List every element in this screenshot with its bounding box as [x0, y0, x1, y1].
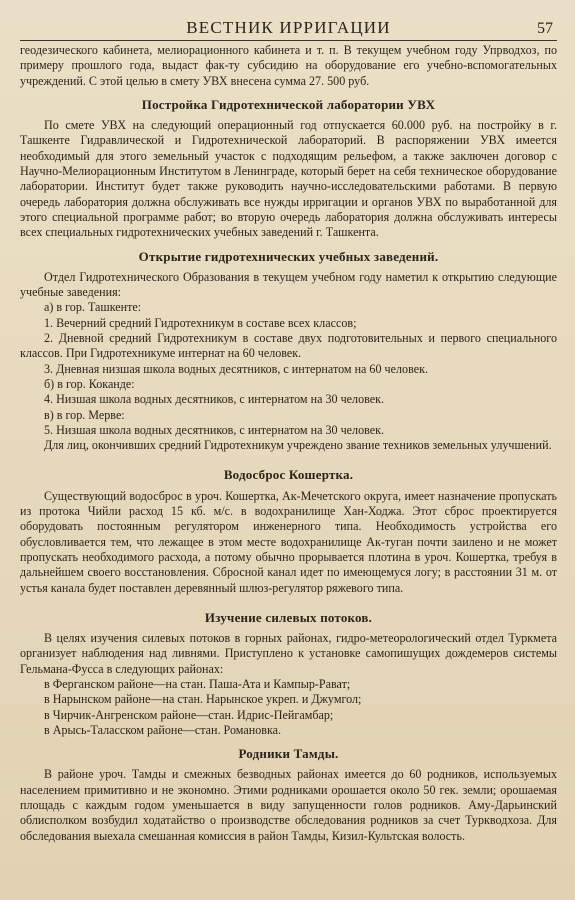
- schools-item-5: 5. Низшая школа водных десятников, с интернатом на 30 человек.: [44, 422, 385, 437]
- flows-item-1: в Ферганском районе—на стан. Паша-Ата и Кампыр-Рават;: [44, 676, 351, 691]
- lab-paragraph: По смете УВХ на следующий операционный год отпускается 60.000 руб. на постройку в г. Ташкенте Гидравлической и Гидротехнической лабораторий. В распоряжении УВХ имеется необходимый для этого земельный участок с подходящим рельефом, а также заключен договор с Научно-Мелиорационным Институтом в Ленинграде, который берет на себя техническое оборудование лаборатории. Институт будет также руководить научно-исследовательскими работами. В первую очередь лаборатория должна обслуживать все нужды ирригации и органов УВХ по выработанной для этого специальной программе работ; во вторую очередь лаборатория должна обслуживать интересы всех специальных гидротехнических учебных заведений г. Ташкента.: [20, 118, 557, 240]
- running-header: [20, 14, 557, 41]
- schools-item-2: 2. Дневной средний Гидротехникум в составе двух подготовительных и первого специального классов. При Гидротехникуме интернат на 60 человек.: [20, 331, 557, 361]
- page-number: 57: [537, 20, 553, 37]
- schools-item-4: 4. Низшая школа водных десятников, с интернатом на 30 человек.: [44, 392, 385, 407]
- heading-lab: Постройка Гидротехнической лаборатории УВХ: [141, 96, 436, 112]
- schools-outro: Для лиц, окончивших средний Гидротехникум учреждено звание техников земельных улучшений.: [44, 438, 552, 453]
- heading-spillway: Водосброс Кошертка.: [223, 467, 354, 483]
- schools-b: б) в гор. Коканде:: [44, 376, 135, 391]
- schools-item-3: 3. Дневная низшая школа водных десятников, с интернатом на 60 человек.: [44, 361, 428, 376]
- heading-schools: Открытие гидротехнических учебных заведений.: [138, 248, 439, 264]
- schools-intro: Отдел Гидротехнического Образования в текущем учебном году наметил к открытию следующие учебные заведения:: [20, 269, 557, 300]
- springs-paragraph: В районе уроч. Тамды и смежных безводных районах имеется до 60 родников, используемых населением примитивно и не экономно. Этими родниками орошается около 50 гек. земли; орошаемая площадь с каждым годом уменьшается в виду запущенности голов родников. Аму-Дарьинский облисполком возбудил ходатайство о производстве обследования родников за счет Туркводхоза. Для обследования выехала смешанная комиссия в район Тамды, Кизил-Культская волость.: [20, 767, 557, 843]
- intro-paragraph: геодезического кабинета, мелиорационного кабинета и т. п. В текущем учебном году Упрводхоз, по примеру прошлого года, выдаст фак-ту субсидию на оборудование его учебно-вспомогательных учреждений. С этой целью в смету УВХ внесена сумма 27. 500 руб.: [20, 43, 557, 88]
- article-body: [20, 43, 557, 844]
- heading-flows: Изучение силевых потоков.: [204, 609, 373, 625]
- heading-springs: Родники Тамды.: [238, 746, 339, 762]
- flows-item-3: в Чирчик-Ангренском районе—стан. Идрис-Пейгамбар;: [44, 707, 334, 722]
- schools-item-1: 1. Вечерний средний Гидротехникум в составе всех классов;: [44, 315, 357, 330]
- schools-a: а) в гор. Ташкенте:: [44, 300, 142, 315]
- spillway-paragraph: Существующий водосброс в уроч. Кошертка, Ак-Мечетского округа, имеет назначение пропускать из протока Чийли расход 15 кб. м/с. в водохранилище Хан-Ходжа. Этот сброс проектируется оборудовать постоянным регулятором инженерного типа. Необходимость устройства его обусловливается тем, что лежащее в этом месте водохранилище Ак-туган почти заилено и не может пропускать необходимого расхода, а потому обычно прорывается плотина в уроч. Кошертка, требуя в дальнейшем своего восстановления. Сбросной канал идет по имеющемуся логу; в расстоянии 31 м. от устья канала будет поставлен деревянный шлюз-регулятор ряжевого типа.: [20, 488, 557, 595]
- flows-item-2: в Нарынском районе—на стан. Нарынское укреп. и Джумгол;: [44, 692, 362, 707]
- flows-paragraph: В целях изучения силевых потоков в горных районах, гидро-метеорологический отдел Туркмета организует наблюдения над ливнями. Приступлено к установке самопишущих дождемеров системы Гельмана-Фусса в следующих районах:: [20, 631, 557, 676]
- flows-item-4: в Арысь-Таласском районе—стан. Романовка.: [44, 722, 282, 737]
- schools-v: в) в гор. Мерве:: [44, 407, 125, 422]
- journal-title: ВЕСТНИК ИРРИГАЦИИ: [186, 18, 391, 37]
